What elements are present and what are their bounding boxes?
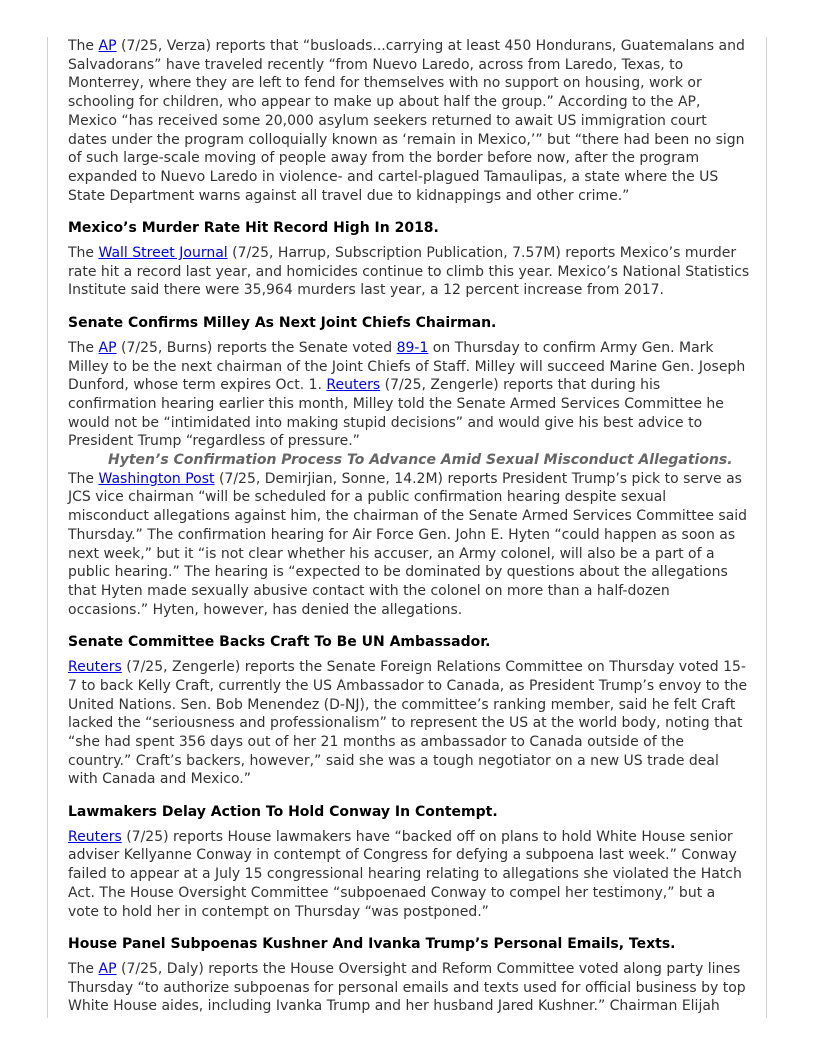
body-text: on Thursday to confirm Army Gen. Mark Milley to be the next chairman of the Joint Chiefs of Staff. Milley will succeed Marine Gen. Joseph Dunford, whose term expires Oct. 1. [68,339,746,394]
article-body [68,244,750,300]
body-text: (7/25, Burns) reports the Senate voted [116,339,397,356]
body-text: (7/25) reports House lawmakers have “backed off on plans to hold White House senior adviser Kellyanne Conway in contempt of Congress for defying a subpoena last week.” Conway failed to appear at a July 15 congressional hearing relating to allegations she violated the Hatch Act. The House Oversight Committee “subpoenaed Conway to compel her testimony,” but a vote to hold her in contempt on Thursday “was postponed.” [68,828,742,920]
article-body [68,828,750,922]
source-link-reuters[interactable]: Reuters [68,659,122,676]
document-frame [47,37,767,1018]
source-link-ap[interactable]: AP [98,339,117,356]
body-text: (7/25, Verza) reports that “busloads...carrying at least 450 Hondurans, Guatemalans and Salvadorans” have traveled recently “from Nuevo Laredo, across from Laredo, Texas, to Monterrey, where they are left to fend for themselves with no support on housing, work or schooling for children, who appear to make up about half the group.” According to the AP, Mexico “has received some 20,000 asylum seekers returned to await US immigration court dates under the program colloquially known as ‘remain in Mexico,’” but “there had been no sign of such large-scale moving of people away from the border before now, after the program expanded to Nuevo Laredo in violence- and cartel-plagued Tamaulipas, a state where the US State Department warns against all travel due to kidnappings and other crime.” [68,38,745,204]
article-subheadline: Hyten’s Confirmation Process To Advance Amid Sexual Misconduct Allegations. [108,452,733,469]
article-mexico-murder-rate [68,219,750,300]
article-body [68,960,750,1016]
article-conway-contempt [68,803,750,921]
body-text: The [68,339,99,356]
article-headline: Lawmakers Delay Action To Hold Conway In Contempt. [68,804,498,821]
article-headline: Senate Confirms Milley As Next Joint Chiefs Chairman. [68,315,497,332]
source-link-89-1[interactable]: 89-1 [396,339,429,356]
body-text: (7/25, Harrup, Subscription Publication, 7.57M) reports Mexico’s murder rate hit a record last year, and homicides continue to climb this year. Mexico’s National Statistics Institute said there were 35,964 murders last year, a 12 percent increase from 2017. [68,245,750,299]
body-text: The [68,960,99,977]
article-body [68,37,750,205]
document-content [68,37,750,1018]
source-link-reuters[interactable]: Reuters [326,377,381,394]
article-kushner-ivanka-subpoenas [68,935,750,1016]
article-headline: House Panel Subpoenas Kushner And Ivanka Trump’s Personal Emails, Texts. [68,936,676,953]
source-link-reuters[interactable]: Reuters [68,828,122,845]
article-body [68,339,750,451]
body-text: The [68,245,99,262]
body-text: (7/25, Daly) reports the House Oversight and Reform Committee voted along party lines Thursday “to authorize subpoenas for personal emails and texts used for official business by top White House aides, including Ivanka Trump and her husband Jared Kushner.” Chairman Elijah [68,960,746,1015]
article-milley-confirmation [68,314,750,619]
article-headline: Mexico’s Murder Rate Hit Record High In 2018. [68,220,439,237]
source-link-ap[interactable]: AP [98,38,117,54]
body-text: The [68,470,99,487]
body-text: The [68,38,99,54]
source-link-washington-post[interactable]: Washington Post [98,470,215,487]
body-text: (7/25, Zengerle) reports the Senate Foreign Relations Committee on Thursday voted 15-7 to back Kelly Craft, currently the US Ambassador to Canada, as President Trump’s envoy to the United Nations. Sen. Bob Menendez (D-NJ), the committee’s ranking member, said he felt Craft lacked the “seriousness and professionalism” to represent the US at the world body, noting that “she had spent 356 days out of her 21 months as ambassador to Canada outside of the country.” Craft’s backers, however,” said she was a tough negotiator on a new US trade deal with Canada and Mexico.” [68,659,748,788]
body-text: (7/25, Zengerle) reports that during his confirmation hearing earlier this month, Milley told the Senate Armed Services Committee he would not be “intimidated into making stupid decisions” and would give his best advice to President Trump “regardless of pressure.” [68,377,724,450]
article-body [68,658,750,789]
article-sub-body [68,470,750,620]
article-headline: Senate Committee Backs Craft To Be UN Ambassador. [68,634,491,651]
body-text: (7/25, Demirjian, Sonne, 14.2M) reports President Trump’s pick to serve as JCS vice chairman “will be scheduled for a public confirmation hearing despite sexual misconduct allegations against him, the chairman of the Senate Armed Services Committee said Thursday.” The confirmation hearing for Air Force Gen. John E. Hyten “could happen as soon as next week,” but it “is not clear whether his accuser, an Army colonel, will also be a part of a public hearing.” The hearing is “expected to be dominated by questions about the allegations that Hyten made sexually abusive contact with the colonel on more than a half-dozen occasions.” Hyten, however, has denied the allegations. [68,470,748,618]
article-migrant-busloads [68,37,750,205]
source-link-wall-street-journal[interactable]: Wall Street Journal [98,245,228,262]
article-craft-un-ambassador [68,633,750,789]
source-link-ap[interactable]: AP [98,960,117,977]
